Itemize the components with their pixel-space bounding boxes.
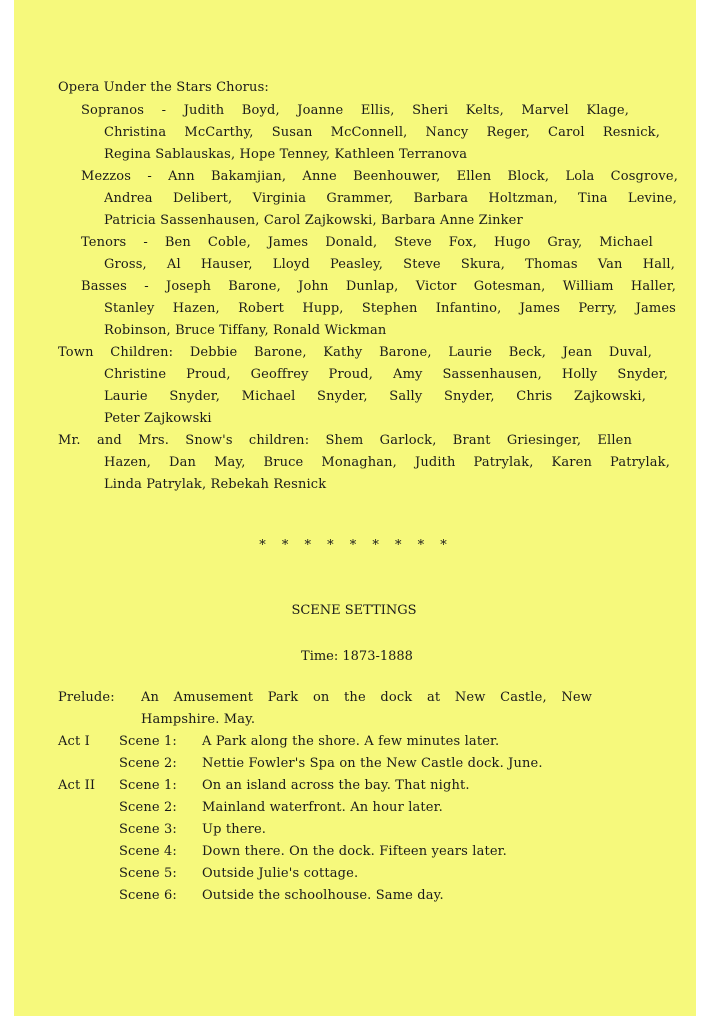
town-children-line-1: Town Children: Debbie Barone, Kathy Barone, Laurie Beck, Jean Duval, [58, 345, 652, 360]
snow-children-line-1: Mr. and Mrs. Snow's children: Shem Garlock, Brant Griesinger, Ellen [58, 433, 632, 448]
prelude-desc-line-1: An Amusement Park on the dock at New Castle, New [141, 690, 592, 705]
prelude-label: Prelude: [58, 690, 115, 705]
basses-line-1: Basses - Joseph Barone, John Dunlap, Victor Gotesman, William Haller, [81, 279, 676, 294]
time-line: Time: 1873-1888 [301, 649, 413, 664]
town-children-line-4: Peter Zajkowski [104, 411, 212, 426]
basses-line-2: Stanley Hazen, Robert Hupp, Stephen Infantino, James Perry, James [104, 301, 676, 316]
town-children-line-2: Christine Proud, Geoffrey Proud, Amy Sassenhausen, Holly Snyder, [104, 367, 668, 382]
act-2-scene-5-desc: Outside Julie's cottage. [202, 866, 359, 881]
act-2-scene-1-desc: On an island across the bay. That night. [202, 778, 470, 793]
mezzos-line-2: Andrea Delibert, Virginia Grammer, Barbara Holtzman, Tina Levine, [104, 191, 677, 206]
act-2-scene-5-label: Scene 5: [119, 866, 177, 881]
act-2-scene-2-desc: Mainland waterfront. An hour later. [202, 800, 443, 815]
act-2-scene-4-desc: Down there. On the dock. Fifteen years later. [202, 844, 507, 859]
sopranos-line-1: Sopranos - Judith Boyd, Joanne Ellis, Sheri Kelts, Marvel Klage, [81, 103, 629, 118]
scene-settings-title: SCENE SETTINGS [291, 603, 417, 618]
mezzos-line-3: Patricia Sassenhausen, Carol Zajkowski, Barbara Anne Zinker [104, 213, 523, 228]
act-2-scene-6-desc: Outside the schoolhouse. Same day. [202, 888, 444, 903]
town-children-line-3: Laurie Snyder, Michael Snyder, Sally Snyder, Chris Zajkowski, [104, 389, 646, 404]
act-2-label: Act II [58, 778, 96, 793]
sopranos-line-2: Christina McCarthy, Susan McConnell, Nancy Reger, Carol Resnick, [104, 125, 660, 140]
act-1-label: Act I [58, 734, 90, 749]
snow-children-line-3: Linda Patrylak, Rebekah Resnick [104, 477, 327, 492]
act-1-scene-2-desc: Nettie Fowler's Spa on the New Castle dock. June. [202, 756, 543, 771]
act-2-scene-4-label: Scene 4: [119, 844, 177, 859]
act-2-scene-2-label: Scene 2: [119, 800, 177, 815]
act-1-scene-1-desc: A Park along the shore. A few minutes later. [202, 734, 500, 749]
asterisk-divider: * * * * * * * * * [259, 538, 447, 553]
snow-children-line-2: Hazen, Dan May, Bruce Monaghan, Judith Patrylak, Karen Patrylak, [104, 455, 670, 470]
act-2-scene-3-label: Scene 3: [119, 822, 177, 837]
act-2-scene-3-desc: Up there. [202, 822, 267, 837]
program-page [14, 0, 696, 1016]
chorus-heading: Opera Under the Stars Chorus: [58, 80, 269, 95]
basses-line-3: Robinson, Bruce Tiffany, Ronald Wickman [104, 323, 387, 338]
act-2-scene-6-label: Scene 6: [119, 888, 177, 903]
mezzos-line-1: Mezzos - Ann Bakamjian, Anne Beenhouwer, Ellen Block, Lola Cosgrove, [81, 169, 678, 184]
act-2-scene-1-label: Scene 1: [119, 778, 177, 793]
act-1-scene-2-label: Scene 2: [119, 756, 177, 771]
act-1-scene-1-label: Scene 1: [119, 734, 177, 749]
sopranos-line-3: Regina Sablauskas, Hope Tenney, Kathleen Terranova [104, 147, 468, 162]
prelude-desc-line-2: Hampshire. May. [141, 712, 256, 727]
tenors-line-2: Gross, Al Hauser, Lloyd Peasley, Steve Skura, Thomas Van Hall, [104, 257, 675, 272]
tenors-line-1: Tenors - Ben Coble, James Donald, Steve Fox, Hugo Gray, Michael [81, 235, 653, 250]
